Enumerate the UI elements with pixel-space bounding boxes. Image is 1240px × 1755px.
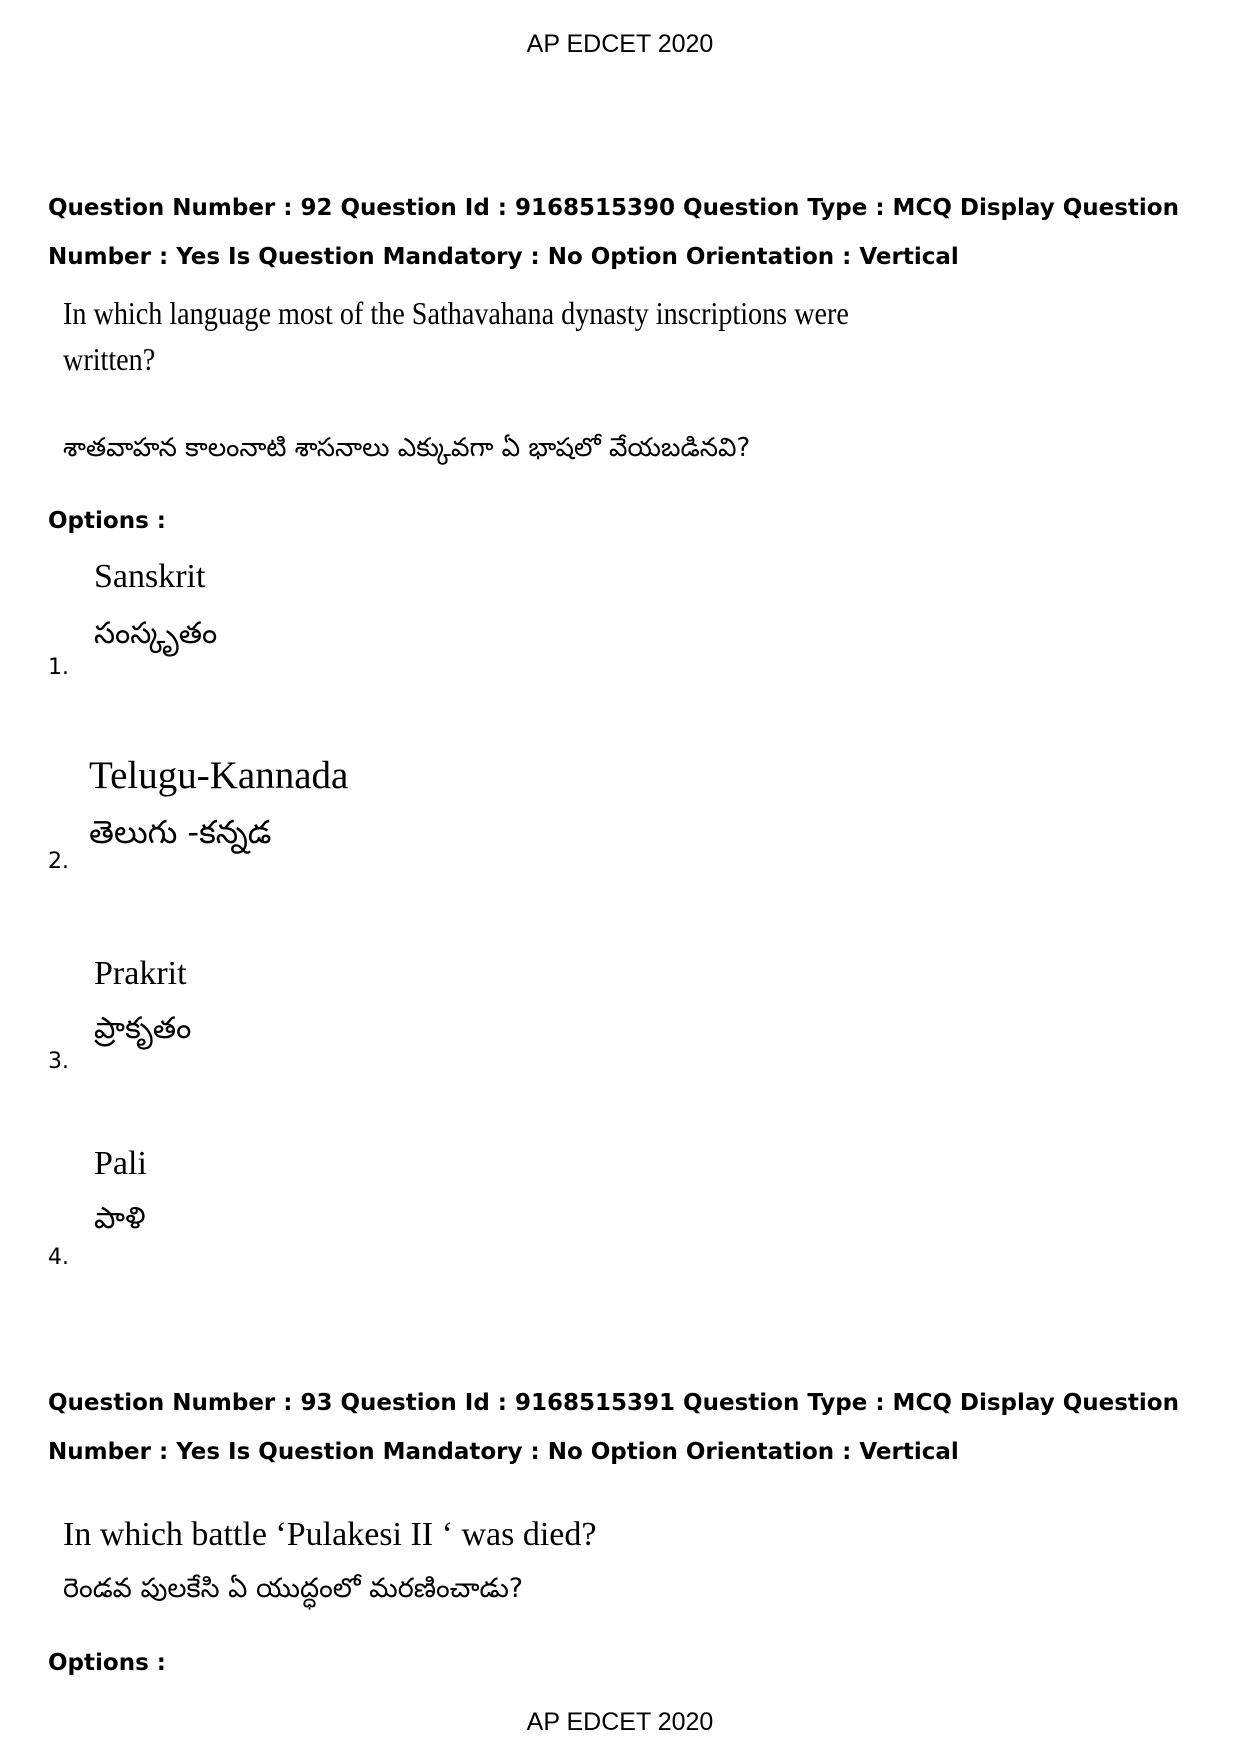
option-number: 2. [48, 849, 69, 874]
option-text-en: Prakrit [94, 955, 187, 992]
question-92-text [63, 290, 849, 382]
question-93-meta [48, 1379, 1208, 1477]
option-1[interactable] [48, 558, 848, 688]
option-number: 1. [48, 655, 69, 680]
question-text-en: In which battle ‘Pulakesi II ‘ was died? [63, 1516, 597, 1553]
option-3[interactable] [48, 955, 848, 1085]
option-text-en: Pali [94, 1145, 147, 1182]
option-text-te: సంస్కృతం [94, 616, 218, 651]
question-meta-line: Number : Yes Is Question Mandatory : No Option Orientation : Vertical [48, 244, 959, 270]
question-text-en: In which language most of the Sathavahana dynasty inscriptions were [63, 295, 849, 331]
option-text-en: Telugu-Kannada [89, 754, 349, 797]
question-92-text-te: శాతవాహన కాలంనాటి శాసనాలు ఎక్కువగా ఏ భాషలో వేయబడినవి? [63, 433, 751, 463]
page-footer: AP EDCET 2020 [526, 1708, 714, 1736]
question-meta-line: Number : Yes Is Question Mandatory : No Option Orientation : Vertical [48, 1439, 959, 1465]
question-text-en: written? [63, 341, 156, 377]
option-number: 3. [48, 1049, 69, 1074]
question-93-text [63, 1512, 596, 1558]
option-text-te: తెలుగు -కన్నడ [89, 813, 272, 851]
question-meta-line: Question Number : 93 Question Id : 9168515391 Question Type : MCQ Display Question [48, 1390, 1179, 1416]
question-meta-line: Question Number : 92 Question Id : 9168515390 Question Type : MCQ Display Question [48, 195, 1179, 221]
option-4[interactable] [48, 1145, 848, 1275]
option-text-te: పాళి [94, 1201, 146, 1236]
option-2[interactable] [48, 753, 848, 883]
options-label: Options : [48, 508, 166, 534]
option-text-te: ప్రాకృతం [94, 1011, 192, 1046]
option-text-en: Sanskrit [94, 558, 206, 595]
option-number: 4. [48, 1245, 69, 1270]
options-label: Options : [48, 1650, 166, 1676]
question-92-meta [48, 184, 1208, 282]
page-header: AP EDCET 2020 [526, 30, 714, 58]
question-93-text-te: రెండవ పులకేసి ఏ యుద్ధంలో మరణించాడు? [63, 1573, 524, 1604]
